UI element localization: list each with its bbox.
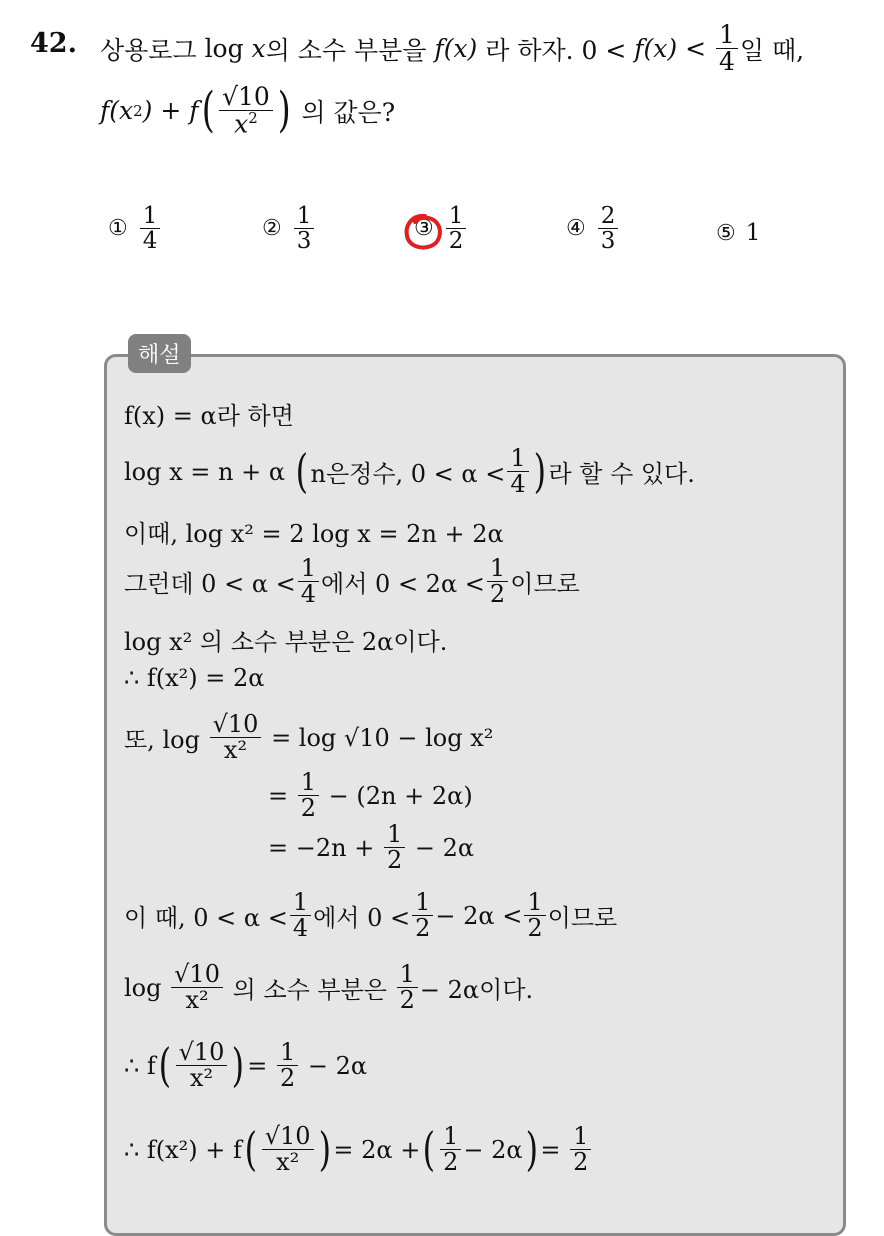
answer-circle-mark — [403, 212, 445, 252]
sol-l9b: − 2α — [414, 833, 475, 862]
choice-5[interactable] — [716, 220, 760, 246]
sol-l4-frac2 — [487, 556, 508, 607]
sol-l13den: x² — [276, 1148, 300, 1177]
choice-3-label: ③ — [414, 216, 434, 242]
sol-l4c: 이므로 — [510, 570, 580, 599]
sol-l4num: 1 — [298, 556, 319, 582]
sol-l12num: √10 — [176, 1040, 228, 1066]
sol-l10b: 에서 0 < — [313, 904, 411, 933]
sol-l4den: 4 — [300, 580, 317, 609]
sol-l11den: x² — [185, 986, 209, 1015]
sol-l11b: 의 소수 부분은 — [232, 976, 387, 1005]
sol-l13num: √10 — [262, 1124, 314, 1150]
sol-l10a: 이 때, 0 < α < — [124, 904, 288, 933]
sol-l10-frac3 — [524, 890, 545, 941]
question-frac-num: 1 — [716, 22, 738, 49]
sol-l10den: 4 — [292, 914, 309, 943]
sol-l10num: 1 — [290, 890, 311, 916]
sol-l5: log x² 의 소수 부분은 2α이다. — [124, 628, 448, 656]
sol-l2-frac — [507, 446, 528, 497]
sol-l2a: log x = n + α — [124, 457, 286, 486]
solution-line-5 — [124, 622, 447, 657]
sol-l12a: ∴ f — [124, 1051, 156, 1080]
choice-3-num: 1 — [446, 204, 467, 229]
question-number: 42. — [30, 28, 77, 59]
solution-line-12 — [124, 1040, 367, 1091]
sol-l2den: 4 — [510, 470, 526, 499]
circle-stroke — [407, 216, 440, 248]
sol-l13-lparen1: ( — [244, 1122, 258, 1176]
solution-line-2 — [124, 446, 695, 497]
solution-line-9 — [268, 822, 474, 873]
sol-l12den: x² — [189, 1064, 214, 1093]
question-text-d: 의 소수 부분을 — [265, 35, 427, 65]
sol-l2num: 1 — [507, 446, 528, 472]
sol-l13b: = 2α + — [333, 1135, 421, 1164]
question-text-h: < — [685, 34, 707, 64]
solution-line-6 — [124, 664, 265, 692]
sol-l8a: = — [268, 781, 289, 810]
solution-line-8 — [268, 770, 473, 821]
question-text-g: f(x) — [634, 34, 678, 64]
sol-l3: 이때, log x² = 2 log x = 2n + 2α — [124, 520, 504, 548]
question-line2-den-x: x — [234, 109, 249, 139]
choice-4-den: 3 — [600, 228, 616, 255]
question-text-i: 일 때, — [739, 35, 805, 65]
sol-l13a: ∴ f(x²) + f — [124, 1135, 242, 1164]
question-line-1 — [100, 22, 804, 76]
question-text-e: f(x) — [434, 34, 478, 64]
sol-l2c: 라 할 수 있다. — [548, 460, 695, 489]
question-text-b: log — [204, 34, 244, 64]
sol-l7-frac — [210, 712, 262, 763]
sol-l13num3: 1 — [570, 1124, 591, 1150]
sol-l10c: − 2α < — [435, 901, 523, 930]
choice-2-label: ② — [262, 216, 282, 242]
sol-l12-frac1 — [176, 1040, 228, 1091]
question-fraction — [716, 22, 738, 76]
sol-l10-frac2 — [412, 890, 433, 941]
sol-l12-lparen: ( — [158, 1038, 171, 1092]
choice-5-label: ⑤ — [716, 220, 736, 246]
left-paren: ( — [201, 83, 215, 139]
sol-l7b: = log √10 − log x² — [271, 723, 494, 752]
choice-1[interactable] — [108, 204, 162, 253]
sol-l10num2: 1 — [412, 890, 433, 916]
sol-l11num: √10 — [171, 962, 223, 988]
sol-l2b: n은정수, 0 < α < — [310, 460, 506, 489]
solution-line-7 — [124, 712, 493, 763]
solution-line-10 — [124, 890, 617, 941]
sol-l8den: 2 — [300, 794, 317, 823]
solution-tag: 해설 — [128, 334, 191, 373]
sol-l9a: = −2n + — [268, 833, 375, 862]
sol-l12den2: 2 — [279, 1064, 296, 1093]
sol-l12-rparen: ) — [232, 1038, 245, 1092]
solution-line-13 — [124, 1124, 593, 1175]
sol-l11a: log — [124, 973, 162, 1002]
choice-2-fraction — [294, 204, 315, 253]
sol-l4den2: 2 — [489, 580, 506, 609]
solution-line-4 — [124, 556, 580, 607]
question-line2-c: 의 값은? — [301, 97, 396, 127]
question-text-c: x — [251, 34, 266, 64]
sol-l6: ∴ f(x²) = 2α — [124, 664, 265, 692]
solution-line-1 — [124, 396, 294, 431]
sol-l12c: − 2α — [307, 1051, 368, 1080]
sol-l10d: 이므로 — [547, 904, 618, 933]
sol-l13c: − 2α — [463, 1135, 523, 1164]
choice-3-fraction — [446, 204, 467, 253]
sol-l13d: = — [540, 1135, 561, 1164]
sol-l2-lparen: ( — [295, 444, 308, 498]
sol-l9den: 2 — [386, 846, 403, 875]
sol-l9-frac — [384, 822, 405, 873]
sol-l11c: − 2α이다. — [419, 976, 534, 1005]
choice-1-fraction — [140, 204, 161, 253]
question-frac-den: 4 — [719, 47, 735, 77]
sol-l8-frac — [298, 770, 319, 821]
sol-l9num: 1 — [384, 822, 405, 848]
sol-l1: f(x) = α라 하면 — [124, 402, 294, 430]
sol-l4-frac1 — [298, 556, 319, 607]
sol-l13den3: 2 — [573, 1148, 589, 1177]
question-line-2 — [100, 84, 395, 138]
choice-4-num: 2 — [598, 204, 619, 229]
solution-line-3 — [124, 514, 504, 549]
choice-1-label: ① — [108, 216, 128, 242]
sol-l8num: 1 — [298, 770, 319, 796]
sol-l13den2: 2 — [443, 1148, 459, 1177]
sol-l13-rparen1: ) — [318, 1122, 331, 1176]
choice-2-den: 3 — [296, 228, 312, 255]
question-line2-b: ) + f — [142, 96, 199, 126]
question-line2-a: f(x — [100, 96, 134, 126]
sol-l11-frac2 — [397, 962, 418, 1013]
sol-l2-rparen: ) — [533, 444, 546, 498]
sol-l12num2: 1 — [277, 1040, 298, 1066]
sol-l13-rparen2: ) — [525, 1122, 538, 1176]
choice-1-num: 1 — [140, 204, 161, 229]
sol-l7a: 또, log — [124, 726, 200, 755]
sol-l11den2: 2 — [399, 986, 415, 1015]
choice-4-label: ④ — [566, 216, 586, 242]
sol-l10den2: 2 — [415, 914, 431, 943]
choice-2-num: 1 — [294, 204, 315, 229]
choice-3-den: 2 — [448, 228, 464, 255]
sol-l13num2: 1 — [440, 1124, 461, 1150]
question-line2-num: √10 — [219, 84, 273, 111]
right-paren: ) — [277, 83, 291, 139]
sol-l13-frac3 — [570, 1124, 591, 1175]
choice-2[interactable] — [262, 204, 316, 253]
sol-l10-frac1 — [290, 890, 311, 941]
choice-1-den: 4 — [142, 228, 158, 255]
choice-5-value: 1 — [745, 220, 761, 246]
sol-l7den: x² — [223, 736, 248, 765]
question-line2-sup: 2 — [133, 101, 143, 120]
question-line2-fraction — [219, 84, 273, 138]
sol-l13-frac1 — [262, 1124, 314, 1175]
sol-l12b: = — [247, 1051, 268, 1080]
sol-l7num: √10 — [210, 712, 262, 738]
question-line2-den-sup: 2 — [248, 109, 258, 128]
sol-l11num2: 1 — [397, 962, 418, 988]
sol-l4num2: 1 — [487, 556, 508, 582]
sol-l12-frac2 — [277, 1040, 298, 1091]
sol-l13-lparen2: ( — [422, 1122, 436, 1176]
sol-l11-frac1 — [171, 962, 223, 1013]
sol-l8b: − (2n + 2α) — [328, 781, 473, 810]
sol-l4b: 에서 0 < 2α < — [321, 570, 485, 599]
sol-l10den3: 2 — [527, 914, 543, 943]
choice-4[interactable] — [566, 204, 620, 253]
question-text-f: 라 하자. 0 < — [485, 35, 627, 65]
sol-l13-frac2 — [440, 1124, 461, 1175]
question-text-a: 상용로그 — [100, 35, 197, 65]
sol-l10num3: 1 — [524, 890, 545, 916]
sol-l4a: 그런데 0 < α < — [124, 570, 296, 599]
choice-4-fraction — [598, 204, 619, 253]
question-line2-den — [231, 111, 261, 138]
solution-line-11 — [124, 962, 533, 1013]
